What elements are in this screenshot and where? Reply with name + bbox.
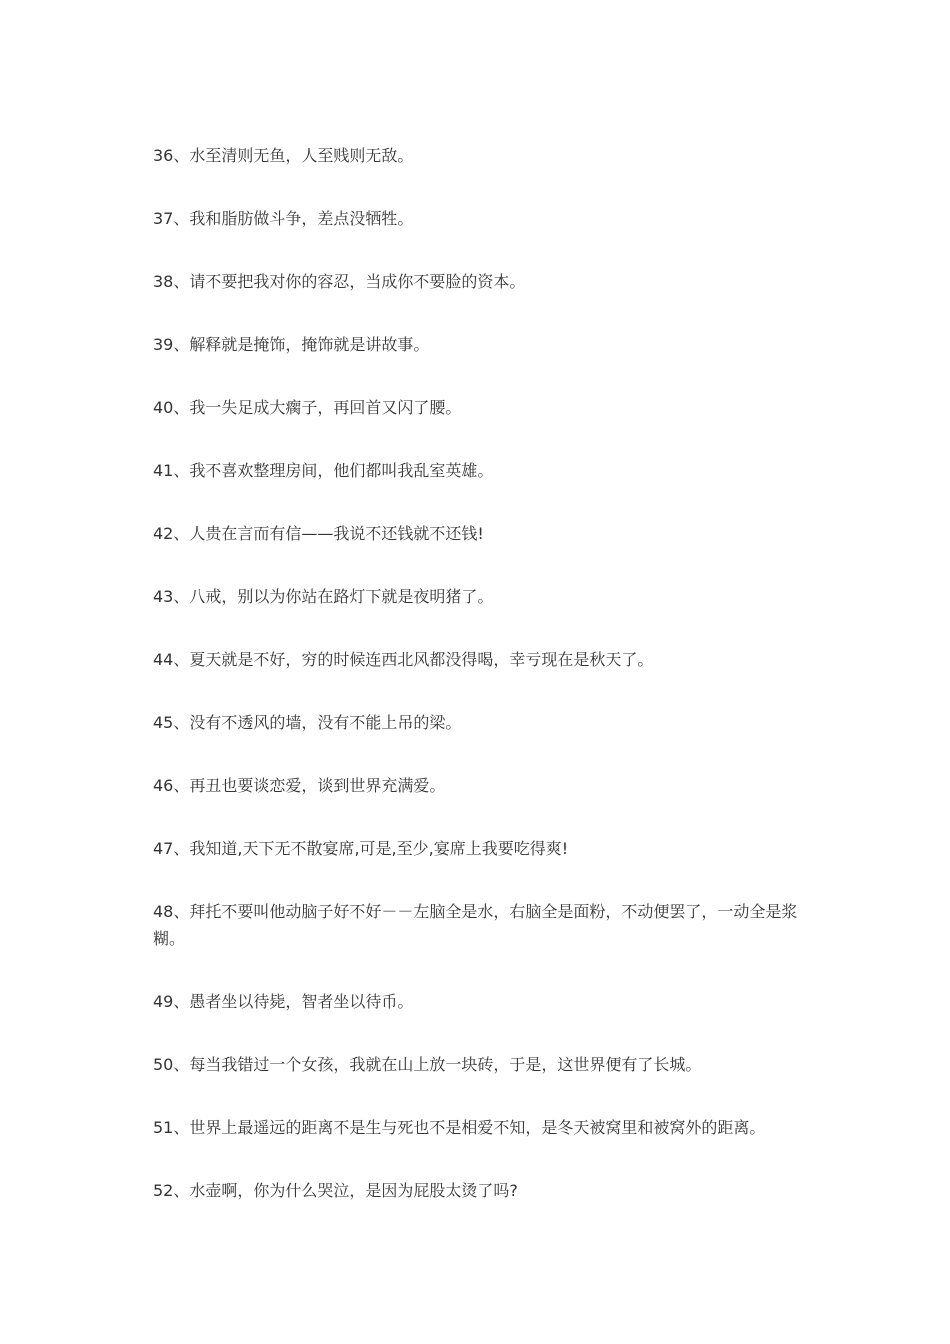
list-item: 41、我不喜欢整理房间，他们都叫我乱室英雄。 [153, 461, 494, 480]
list-item: 52、水壶啊，你为什么哭泣，是因为屁股太烫了吗? [153, 1181, 518, 1200]
list-item: 40、我一失足成大瘸子，再回首又闪了腰。 [153, 398, 462, 417]
list-item: 50、每当我错过一个女孩，我就在山上放一块砖，于是，这世界便有了长城。 [153, 1055, 702, 1074]
list-item: 37、我和脂肪做斗争，差点没牺牲。 [153, 209, 414, 228]
list-item: 46、再丑也要谈恋爱，谈到世界充满爱。 [153, 776, 446, 795]
list-item: 38、请不要把我对你的容忍，当成你不要脸的资本。 [153, 272, 526, 291]
list-item: 36、水至清则无鱼，人至贱则无敌。 [153, 146, 414, 165]
list-item: 42、人贵在言而有信——我说不还钱就不还钱! [153, 524, 484, 543]
list-item: 48、拜托不要叫他动脑子好不好－－左脑全是水，右脑全是面粉，不动便罢了，一动全是浆糊。 [153, 902, 798, 948]
list-item: 43、八戒，别以为你站在路灯下就是夜明猪了。 [153, 587, 494, 606]
list-item: 44、夏天就是不好，穷的时候连西北风都没得喝，幸亏现在是秋天了。 [153, 650, 654, 669]
list-item: 39、解释就是掩饰，掩饰就是讲故事。 [153, 335, 430, 354]
list-item: 51、世界上最遥远的距离不是生与死也不是相爱不知，是冬天被窝里和被窝外的距离。 [153, 1118, 766, 1137]
list-item: 49、愚者坐以待毙，智者坐以待币。 [153, 992, 414, 1011]
list-item: 45、没有不透风的墙，没有不能上吊的梁。 [153, 713, 462, 732]
list-item: 47、我知道,天下无不散宴席,可是,至少,宴席上我要吃得爽! [153, 839, 569, 858]
